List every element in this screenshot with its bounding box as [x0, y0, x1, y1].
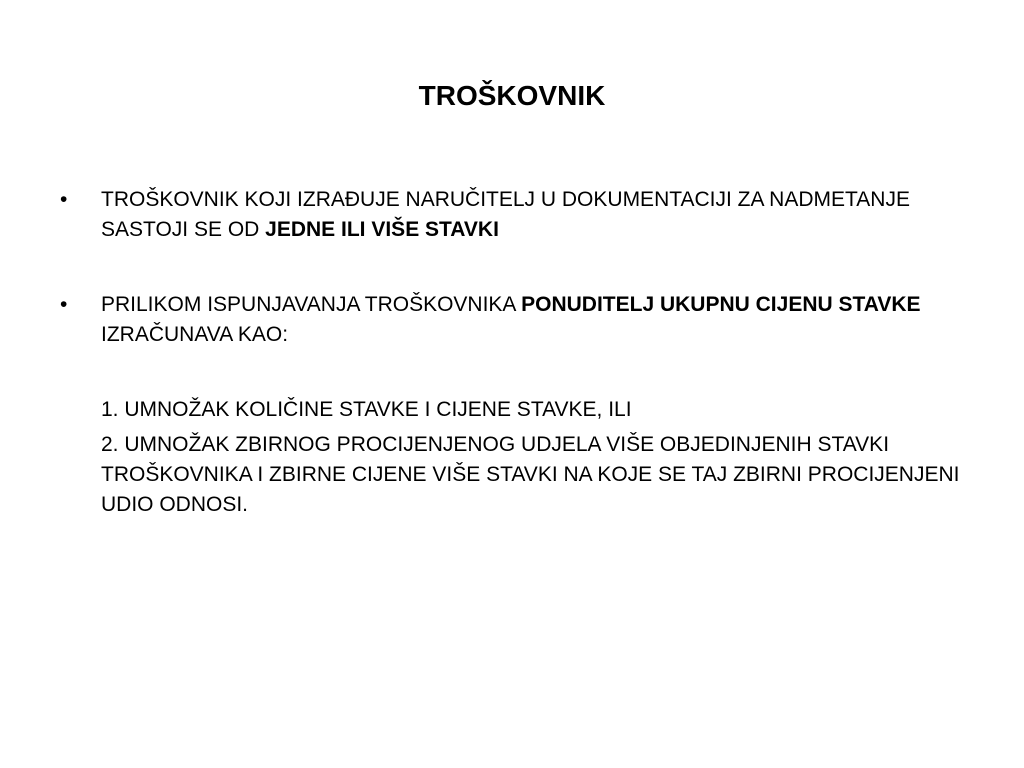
bullet-1-text: TROŠKOVNIK KOJI IZRAĐUJE NARUČITELJ U DOKUMENTACIJI ZA NADMETANJE SASTOJI SE OD — [101, 188, 910, 241]
bullet-marker: • — [60, 293, 68, 316]
bullet-marker: • — [60, 188, 68, 211]
slide-title: TROŠKOVNIK — [418, 80, 606, 111]
numbered-item-2: 2. UMNOŽAK ZBIRNOG PROCIJENJENOG UDJELA VIŠE OBJEDINJENIH STAVKI TROŠKOVNIKA I ZBIRNE CIJENE VIŠE STAVKI NA KOJE SE TAJ ZBIRNI PROCIJENJENI UDIO ODNOSI. — [101, 433, 960, 516]
numbered-item-1: 1. UMNOŽAK KOLIČINE STAVKE I CIJENE STAVKE, ILI — [101, 398, 632, 421]
bullet-2-bold-text: PONUDITELJ UKUPNU CIJENU STAVKE — [521, 293, 921, 316]
bullet-2-text-end: IZRAČUNAVA KAO: — [101, 323, 289, 346]
bullet-paragraph-1 — [101, 185, 971, 245]
bullet-paragraph-2 — [101, 290, 971, 350]
bullet-2-text: PRILIKOM ISPUNJAVANJA TROŠKOVNIKA — [101, 293, 522, 316]
bullet-1-bold-text: JEDNE ILI VIŠE STAVKI — [265, 218, 499, 241]
